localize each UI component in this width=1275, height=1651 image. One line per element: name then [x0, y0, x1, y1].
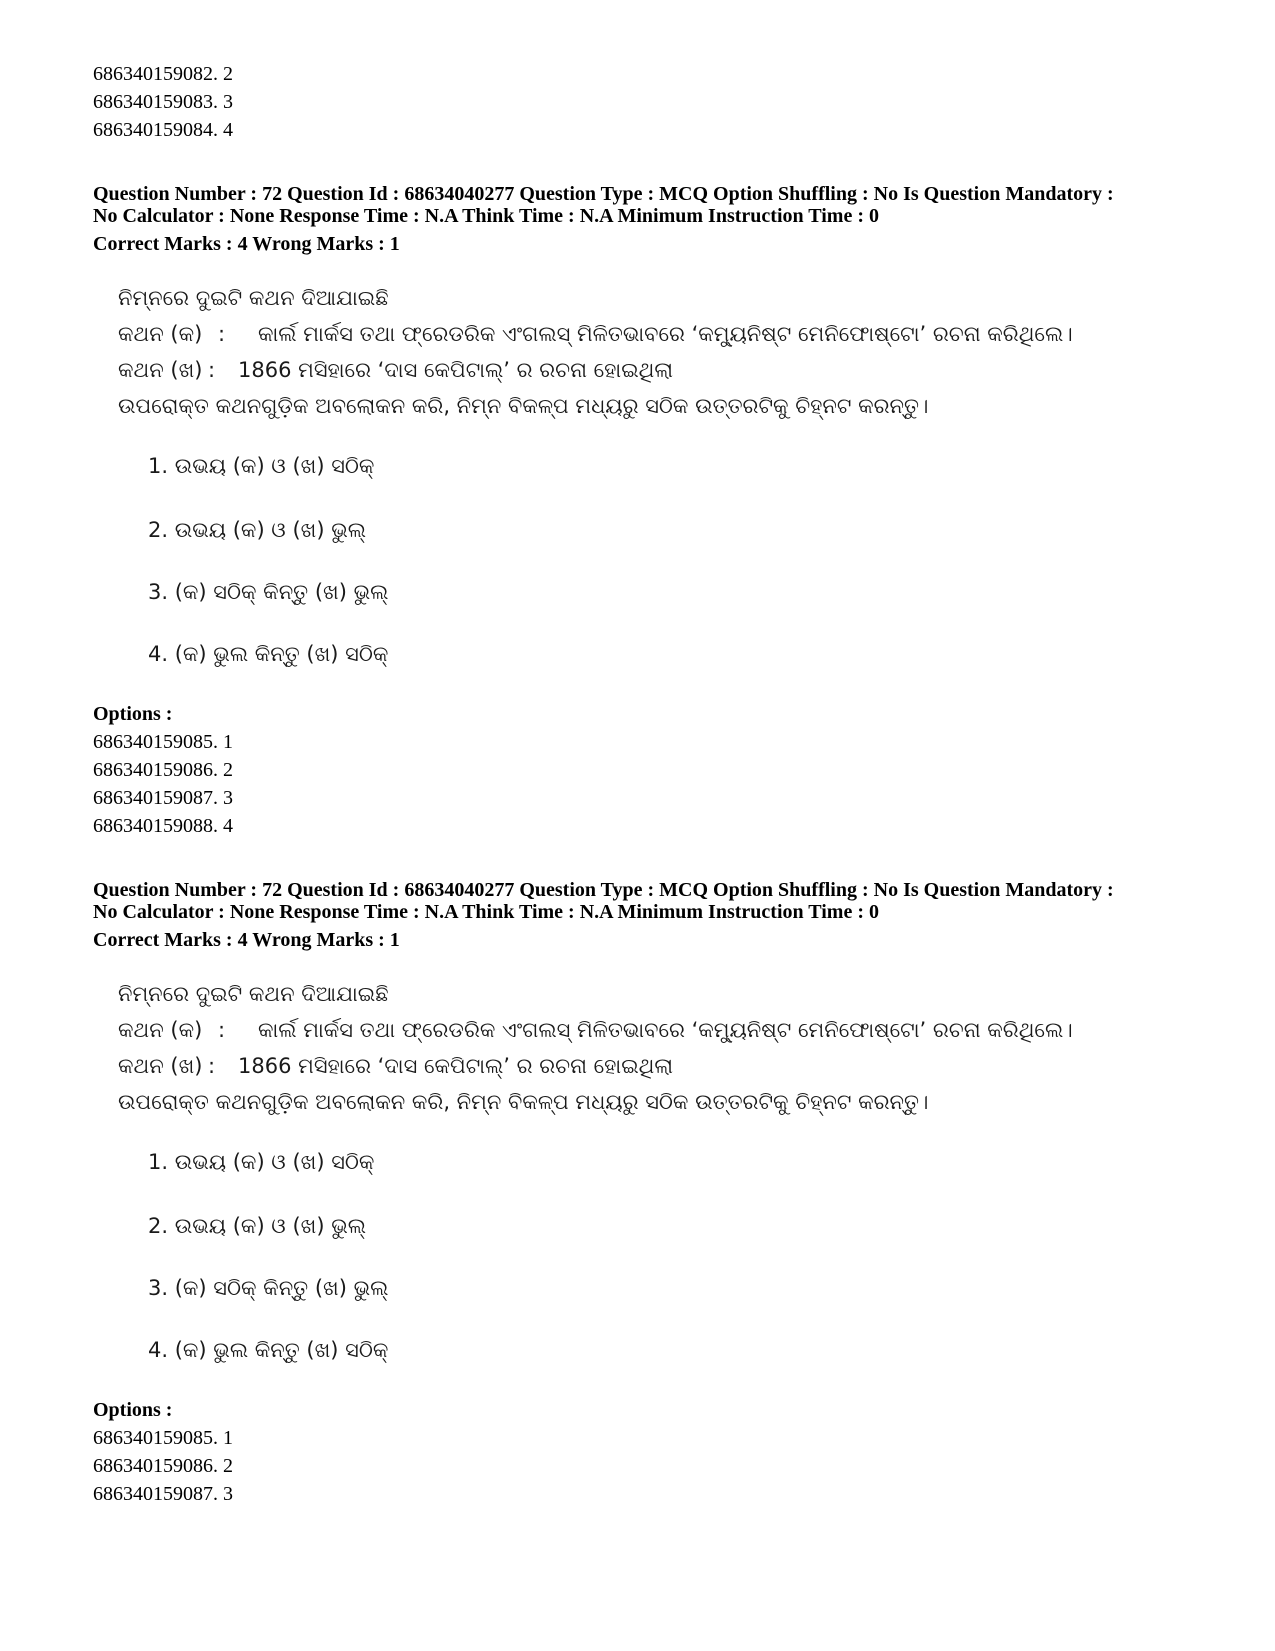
- question-intro: ନିମ୍ନରେ ଦୁଇଟି କଥନ ଦିଆଯାଇଛି: [118, 982, 389, 1006]
- option-line: 686340159087. 3: [93, 787, 233, 809]
- statement-colon: :: [218, 322, 226, 346]
- choice-item: 3. (କ) ସଠିକ୍ କିନ୍ତୁ (ଖ) ଭୁଲ୍: [148, 1276, 389, 1300]
- question-instruction: ଉପରୋକ୍ତ କଥନଗୁଡ଼ିକ ଅବଲୋକନ କରି, ନିମ୍ନ ବିକଳ୍ପ ମଧ୍ୟରୁ ସଠିକ ଉତ୍ତରଟିକୁ ଚିହ୍ନଟ କରନ୍ତୁ।: [118, 394, 929, 418]
- statement-text: 1866 ମସିହାରେ ‘ଦାସ କେପିଟାଲ୍’ ର ରଚନା ହୋଇଥିଲା: [238, 358, 674, 382]
- question-intro: ନିମ୍ନରେ ଦୁଇଟି କଥନ ଦିଆଯାଇଛି: [118, 286, 389, 310]
- choice-item: 1. ଉଭୟ (କ) ଓ (ଖ) ସଠିକ୍: [148, 1150, 375, 1174]
- statement-a: [118, 1018, 1073, 1043]
- statement-text: କାର୍ଲ ମାର୍କସ ତଥା ଫ୍ରେଡରିକ ଏଂଗଲସ୍ ମିଳିତଭାବରେ ‘କମ୍ୟୁନିଷ୍ଟ ମେନିଫୋଷ୍ଟୋ’ ରଚନା କରିଥିଲେ।: [258, 322, 1073, 346]
- choice-item: 2. ଉଭୟ (କ) ଓ (ଖ) ଭୁଲ୍: [148, 518, 367, 542]
- choice-item: 4. (କ) ଭୁଲ କିନ୍ତୁ (ଖ) ସଠିକ୍: [148, 1338, 389, 1362]
- option-line: 686340159083. 3: [93, 91, 233, 113]
- statement-colon: :: [208, 1054, 216, 1078]
- options-label: Options :: [93, 1399, 173, 1421]
- option-line: 686340159085. 1: [93, 731, 233, 753]
- options-label: Options :: [93, 703, 173, 725]
- question-header: Question Number : 72 Question Id : 68634040277 Question Type : MCQ Option Shuffling : No Is Question Mandatory :: [93, 183, 1114, 205]
- option-line: 686340159085. 1: [93, 1427, 233, 1449]
- option-line: 686340159082. 2: [93, 63, 233, 85]
- option-line: 686340159084. 4: [93, 119, 233, 141]
- statement-text: 1866 ମସିହାରେ ‘ଦାସ କେପିଟାଲ୍’ ର ରଚନା ହୋଇଥିଲା: [238, 1054, 674, 1078]
- choice-item: 1. ଉଭୟ (କ) ଓ (ଖ) ସଠିକ୍: [148, 454, 375, 478]
- statement-text: କାର୍ଲ ମାର୍କସ ତଥା ଫ୍ରେଡରିକ ଏଂଗଲସ୍ ମିଳିତଭାବରେ ‘କମ୍ୟୁନିଷ୍ଟ ମେନିଫୋଷ୍ଟୋ’ ରଚନା କରିଥିଲେ।: [258, 1018, 1073, 1042]
- statement-b: [118, 1054, 673, 1079]
- choice-item: 2. ଉଭୟ (କ) ଓ (ଖ) ଭୁଲ୍: [148, 1214, 367, 1238]
- statement-label: କଥନ (ଖ): [118, 1054, 203, 1078]
- statement-label: କଥନ (କ): [118, 322, 203, 346]
- option-line: 686340159087. 3: [93, 1483, 233, 1505]
- statement-a: [118, 322, 1073, 347]
- choice-item: 3. (କ) ସଠିକ୍ କିନ୍ତୁ (ଖ) ଭୁଲ୍: [148, 580, 389, 604]
- option-line: 686340159086. 2: [93, 759, 233, 781]
- statement-label: କଥନ (ଖ): [118, 358, 203, 382]
- question-header: Question Number : 72 Question Id : 68634040277 Question Type : MCQ Option Shuffling : No Is Question Mandatory :: [93, 879, 1114, 901]
- question-marks: Correct Marks : 4 Wrong Marks : 1: [93, 233, 400, 255]
- statement-colon: :: [208, 358, 216, 382]
- question-header: No Calculator : None Response Time : N.A Think Time : N.A Minimum Instruction Time : 0: [93, 205, 879, 227]
- statement-label: କଥନ (କ): [118, 1018, 203, 1042]
- choice-item: 4. (କ) ଭୁଲ କିନ୍ତୁ (ଖ) ସଠିକ୍: [148, 642, 389, 666]
- question-header: No Calculator : None Response Time : N.A Think Time : N.A Minimum Instruction Time : 0: [93, 901, 879, 923]
- statement-colon: :: [218, 1018, 226, 1042]
- question-instruction: ଉପରୋକ୍ତ କଥନଗୁଡ଼ିକ ଅବଲୋକନ କରି, ନିମ୍ନ ବିକଳ୍ପ ମଧ୍ୟରୁ ସଠିକ ଉତ୍ତରଟିକୁ ଚିହ୍ନଟ କରନ୍ତୁ।: [118, 1090, 929, 1114]
- option-line: 686340159088. 4: [93, 815, 233, 837]
- statement-b: [118, 358, 673, 383]
- question-marks: Correct Marks : 4 Wrong Marks : 1: [93, 929, 400, 951]
- option-line: 686340159086. 2: [93, 1455, 233, 1477]
